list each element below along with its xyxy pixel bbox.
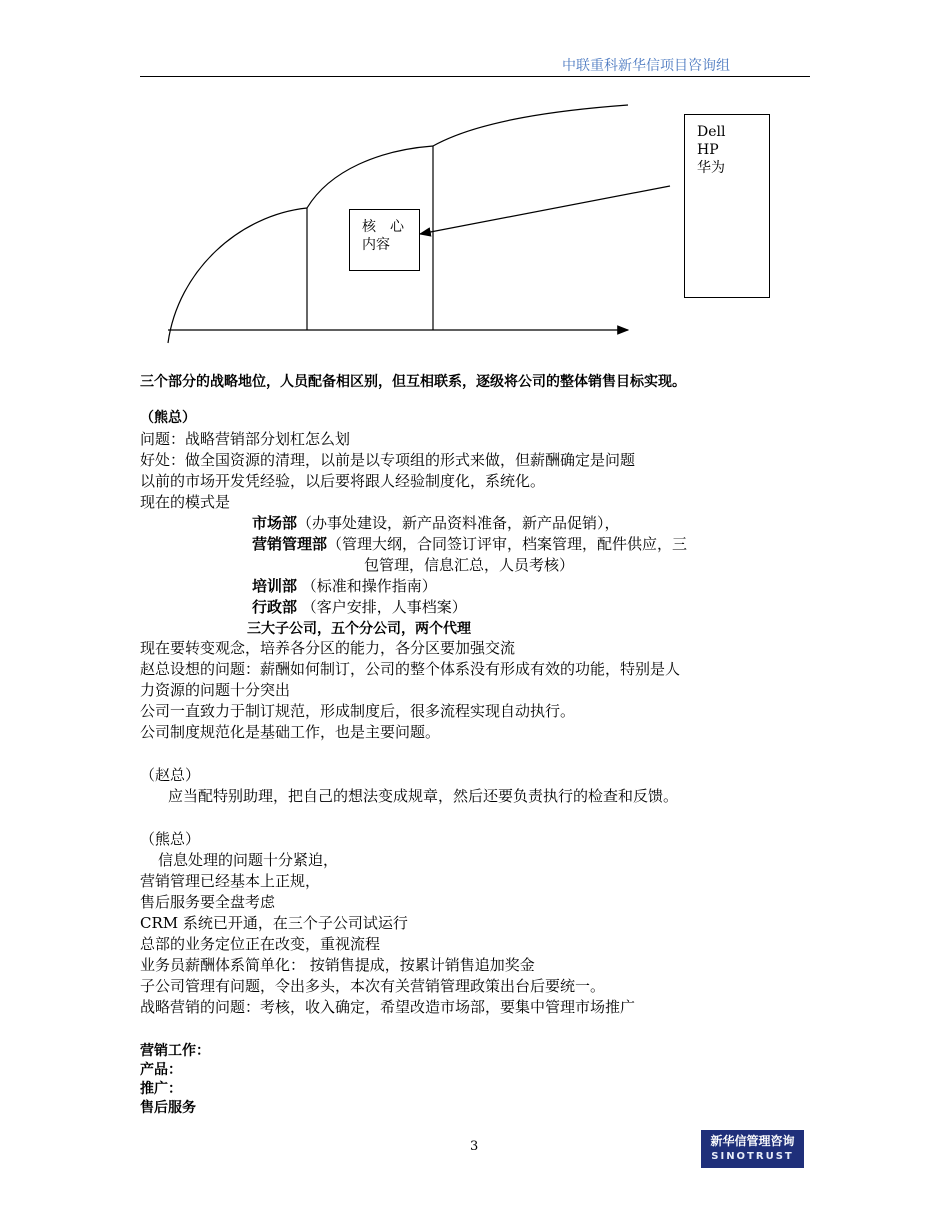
text-line: 好处：做全国资源的清理，以前是以专项组的形式来做，但薪酬确定是问题 — [140, 451, 636, 469]
core-line-1: 核 心 — [362, 219, 404, 235]
dept-training — [252, 576, 437, 597]
text-line: 现在的模式是 — [140, 493, 231, 511]
text-line: 赵总设想的问题：薪酬如何制订，公司的整个体系没有形成有效的功能，特别是人 — [140, 660, 681, 678]
dept-name: 市场部 — [252, 514, 298, 532]
text-line: CRM 系统已开通，在三个子公司试运行 — [140, 914, 408, 932]
dept-desc: （办事处建设，新产品资料准备，新产品促销）， — [297, 514, 620, 532]
diagram-caption: 三个部分的战略地位，人员配备相区别，但互相联系，逐级将公司的整体销售目标实现。 — [140, 374, 686, 390]
core-line-2: 内容 — [362, 237, 390, 253]
pointer-arrow — [420, 186, 670, 234]
dept-desc: （管理大纲，合同签订评审，档案管理，配件供应，三 — [327, 535, 688, 553]
growth-curve-segment-3 — [433, 105, 628, 146]
text-line: 公司一直致力于制订规范，形成制度后，很多流程实现自动执行。 — [140, 702, 576, 720]
dept-desc: （标准和操作指南） — [297, 577, 437, 595]
text-line: 总部的业务定位正在改变，重视流程 — [140, 935, 381, 953]
core-content-box — [349, 209, 420, 271]
text-line: 战略营销的问题：考核，收入确定，希望改造市场部，要集中管理市场推广 — [140, 998, 636, 1016]
page-number: 3 — [470, 1139, 479, 1154]
text-line: 售后服务要全盘考虑 — [140, 893, 276, 911]
speaker-zhao: （赵总） — [140, 766, 201, 784]
marketing-item: 推广： — [140, 1081, 182, 1097]
subsidiaries-line: 三大子公司，五个分公司，两个代理 — [247, 621, 471, 637]
text-line: 公司制度规范化是基础工作，也是主要问题。 — [140, 723, 441, 741]
speaker-xiong-1: （熊总） — [140, 410, 196, 426]
dept-name: 行政部 — [252, 598, 298, 616]
logo-cn: 新华信管理咨询 — [710, 1134, 795, 1148]
dept-name: 营销管理部 — [252, 535, 328, 553]
text-line: 现在要转变观念，培养各分区的能力，各分区要加强交流 — [140, 639, 516, 657]
competitor-dell: Dell — [697, 124, 726, 140]
growth-curve-segment-2 — [307, 146, 433, 208]
logo-en: SINOTRUST — [711, 1151, 794, 1162]
dept-name: 培训部 — [252, 577, 298, 595]
text-line: 以前的市场开发凭经验，以后要将跟人经验制度化，系统化。 — [140, 472, 546, 490]
growth-curve-segment-1 — [168, 208, 307, 343]
marketing-heading: 营销工作： — [140, 1043, 210, 1059]
text-line: 力资源的问题十分突出 — [140, 681, 291, 699]
text-line: 问题：战略营销部分划杠怎么划 — [140, 430, 351, 448]
text-line: 应当配特别助理，把自己的想法变成规章，然后还要负责执行的检查和反馈。 — [168, 787, 679, 805]
dept-marketing-mgmt — [252, 534, 687, 555]
dept-market — [252, 513, 620, 534]
strategy-diagram — [0, 0, 950, 350]
header-title: 中联重科新华信项目咨询组 — [562, 58, 730, 74]
text-line: 业务员薪酬体系简单化： 按销售提成，按累计销售追加奖金 — [140, 956, 535, 974]
company-logo — [701, 1130, 804, 1168]
marketing-item: 产品： — [140, 1062, 182, 1078]
speaker-xiong-2: （熊总） — [140, 830, 201, 848]
dept-desc: （客户安排，人事档案） — [297, 598, 467, 616]
competitor-box — [684, 114, 770, 298]
marketing-item: 售后服务 — [140, 1100, 196, 1116]
text-line: 子公司管理有问题，令出多头，本次有关营销管理政策出台后要统一。 — [140, 977, 606, 995]
text-line: 信息处理的问题十分紧迫， — [158, 851, 339, 869]
text-line: 营销管理已经基本上正规， — [140, 872, 321, 890]
competitor-hp: HP — [697, 142, 719, 158]
dept-desc-continued: 包管理，信息汇总，人员考核） — [364, 556, 575, 574]
competitor-huawei: 华为 — [697, 160, 725, 176]
dept-admin — [252, 597, 467, 618]
